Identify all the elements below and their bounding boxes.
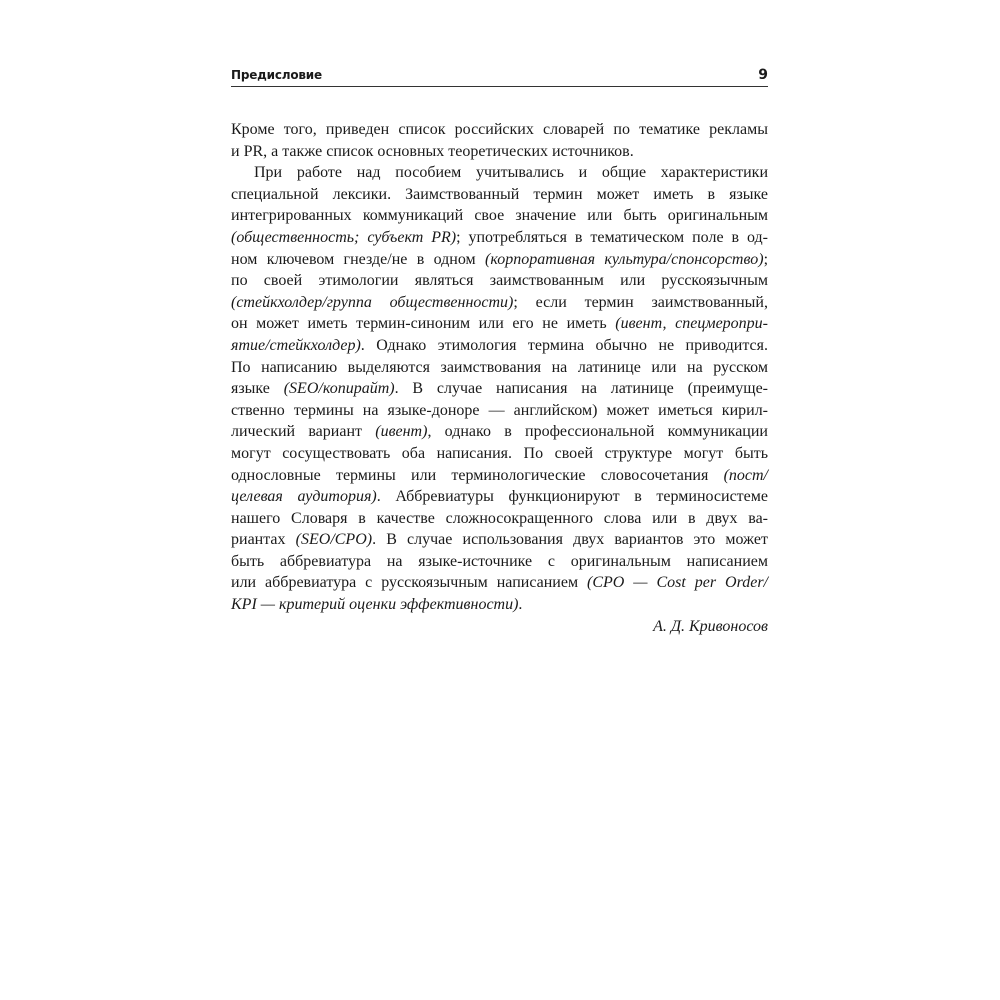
body-text <box>231 119 768 637</box>
text-line: и PR, а также список основных теоретических источников. <box>231 142 634 160</box>
text-run: ном ключевом гнезде/не в одном <box>231 250 485 268</box>
text-line <box>231 594 768 616</box>
italic-term: (стейкхолдер/группа общественности) <box>231 293 514 311</box>
text-line <box>231 357 768 379</box>
text-run: . В случае написания на латинице (преимуще- <box>394 380 769 398</box>
text-run: ; <box>763 250 769 268</box>
text-run: . <box>518 596 523 614</box>
text-run: быть аббревиатура на языке-источнике с оригинальным написанием <box>231 552 768 570</box>
text-line <box>231 572 768 594</box>
text-line <box>231 335 768 357</box>
text-line <box>231 486 768 508</box>
text-run: ; если термин заимствованный, <box>513 293 768 311</box>
text-line <box>231 529 768 551</box>
text-run: лический вариант <box>231 423 376 441</box>
italic-term: (CPO — Cost per Order/ <box>587 574 768 592</box>
text-run: языке <box>231 380 284 398</box>
italic-term: (корпоративная культура/спонсорство) <box>484 250 764 268</box>
text-run: могут сосуществовать оба написания. По своей структуре могут быть <box>231 444 768 462</box>
text-run: . Аббревиатуры функционируют в терминосистеме <box>376 488 768 506</box>
italic-term: (ивент, спецмеропри- <box>615 315 769 333</box>
text-run: По написанию выделяются заимствования на латинице или на русском <box>231 358 768 376</box>
text-run: интегрированных коммуникаций свое значение или быть оригинальным <box>231 207 768 225</box>
section-title: Предисловие <box>231 68 322 82</box>
text-run: ственно термины на языке-доноре — английском) может иметься кирил- <box>231 401 768 419</box>
paragraph-1 <box>231 119 768 162</box>
text-line <box>231 400 768 422</box>
book-page <box>231 62 768 637</box>
italic-term: (SEO/CPO) <box>295 531 373 549</box>
text-run: нашего Словаря в качестве сложносокращенного слова или в двух ва- <box>231 509 768 527</box>
paragraph-2 <box>231 162 768 615</box>
italic-term: KPI — критерий оценки эффективности) <box>231 596 519 614</box>
text-run: или аббревиатура с русскоязычным написанием <box>231 574 588 592</box>
italic-term: ятие/стейкхолдер) <box>231 336 361 354</box>
author-signature: А. Д. Кривоносов <box>653 617 768 635</box>
text-line <box>231 184 768 206</box>
text-line <box>231 465 768 487</box>
text-run: ; употребляться в тематическом поле в од- <box>456 228 768 246</box>
text-line: Кроме того, приведен список российских словарей по тематике рекламы <box>231 121 768 138</box>
text-line <box>231 378 768 400</box>
text-run: . Однако этимология термина обычно не приводится. <box>360 336 768 354</box>
italic-term: (общественность; субъект PR) <box>231 228 457 246</box>
text-line <box>231 205 768 227</box>
text-run: однословные термины или терминологические словосочетания <box>231 466 724 484</box>
text-run: . В случае использования двух вариантов это может <box>372 531 768 549</box>
text-run: риантах <box>231 531 296 549</box>
italic-term: (SEO/копирайт) <box>283 380 395 398</box>
text-line <box>231 313 768 335</box>
page-number: 9 <box>758 67 768 83</box>
text-run: При работе над пособием учитывались и общие характеристики <box>254 164 768 182</box>
italic-term: целевая аудитория) <box>231 488 377 506</box>
italic-term: (пост/ <box>723 466 768 484</box>
text-line <box>231 551 768 573</box>
text-line <box>231 421 768 443</box>
text-line <box>231 270 768 292</box>
text-run: , однако в профессиональной коммуникации <box>427 423 768 441</box>
text-run: специальной лексики. Заимствованный термин может иметь в языке <box>231 185 768 203</box>
text-run: он может иметь термин-синоним или его не иметь <box>231 315 616 333</box>
text-run: по своей этимологии являться заимствованным или русскоязычным <box>231 272 768 290</box>
text-line <box>231 162 768 184</box>
text-line <box>231 249 768 271</box>
text-line <box>231 292 768 314</box>
text-line <box>231 508 768 530</box>
running-head <box>231 62 768 87</box>
text-line <box>231 443 768 465</box>
italic-term: (ивент) <box>375 423 428 441</box>
text-line <box>231 227 768 249</box>
